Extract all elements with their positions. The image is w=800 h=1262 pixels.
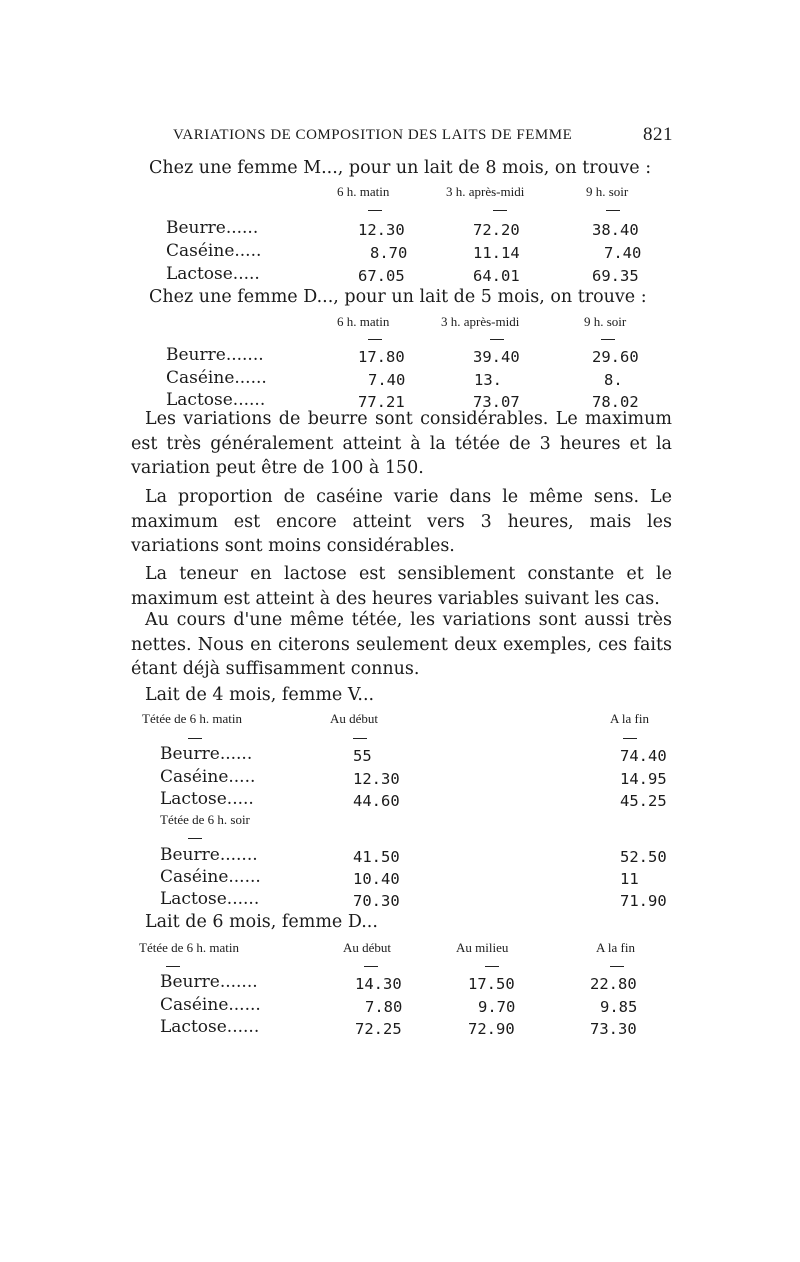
table3-cell: 52.50 (620, 848, 667, 866)
table2-cell: 39.40 (473, 348, 520, 366)
table4-dash (364, 966, 378, 967)
table2-col-3: 9 h. soir (584, 314, 627, 329)
table3-row-label: Caséine...... (160, 867, 261, 887)
table2-row-label: Caséine...... (166, 368, 267, 388)
table4-cell: 7.80 (365, 998, 403, 1016)
table3-row-label: Beurre...... (160, 744, 253, 764)
table3-cell: 74.40 (620, 747, 667, 765)
table3-cell: 71.90 (620, 892, 667, 910)
running-header (173, 124, 673, 150)
table1-cell: 8.70 (370, 244, 408, 262)
table3-dash (188, 838, 202, 839)
table3-row-label: Beurre....... (160, 845, 258, 865)
table1-dash (368, 210, 382, 211)
table1-col-2: 3 h. après-midi (446, 184, 525, 199)
table3-col-1: Au début (330, 711, 379, 726)
table4-row-label: Caséine...... (160, 995, 261, 1015)
table3-cell: 11 (620, 870, 639, 888)
table2-intro: Chez une femme D..., pour un lait de 5 mois, on trouve : (149, 287, 647, 307)
table4-cell: 22.80 (590, 975, 637, 993)
table2-cell: 73.07 (473, 393, 520, 411)
table3-cell: 41.50 (353, 848, 400, 866)
table4-col-1: Au début (343, 940, 392, 955)
table3-cell: 70.30 (353, 892, 400, 910)
table2-col-2: 3 h. après-midi (441, 314, 520, 329)
paragraph-casein: La proportion de caséine varie dans le même sens. Le maximum est encore atteint vers 3 heures, mais les variations sont moins considérables. (131, 487, 672, 556)
table2-cell: 13. (474, 371, 502, 389)
table2-cell: 17.80 (358, 348, 405, 366)
table4-cell: 9.70 (478, 998, 516, 1016)
table1-cell: 72.20 (473, 221, 520, 239)
table3-col-2: A la fin (610, 711, 649, 726)
table1-cell: 69.35 (592, 267, 639, 285)
table2-dash (601, 339, 615, 340)
paragraph-lactose: La teneur en lactose est sensiblement constante et le maximum est atteint à des heures variables suivant les cas. (131, 564, 672, 609)
table4-cell: 14.30 (355, 975, 402, 993)
table1-intro: Chez une femme M..., pour un lait de 8 mois, on trouve : (149, 158, 652, 178)
table4-cell: 73.30 (590, 1020, 637, 1038)
table1-row-label: Caséine..... (166, 241, 262, 261)
table3-section2-label: Tétée de 6 h. soir (160, 812, 250, 827)
table2-cell: 77.21 (358, 393, 405, 411)
paragraph-tetee: Au cours d'une même tétée, les variations sont aussi très nettes. Nous en citerons seulement deux exemples, ces faits étant déjà suffisamment connus. (131, 610, 672, 679)
running-title: VARIATIONS DE COMPOSITION DES LAITS DE FEMME (173, 127, 573, 143)
table2-cell: 7.40 (368, 371, 406, 389)
table2-row-label: Lactose...... (166, 390, 266, 410)
table2-cell: 8. (604, 371, 623, 389)
table1-cell: 11.14 (473, 244, 520, 262)
table3-cell: 10.40 (353, 870, 400, 888)
table4-dash (485, 966, 499, 967)
table1-cell: 67.05 (358, 267, 405, 285)
table3-row-label: Caséine..... (160, 767, 256, 787)
table2-cell: 29.60 (592, 348, 639, 366)
table1-col-1: 6 h. matin (337, 184, 390, 199)
table4-cell: 72.25 (355, 1020, 402, 1038)
table3-cell: 12.30 (353, 770, 400, 788)
table4-col-label: Tétée de 6 h. matin (139, 940, 239, 955)
table1-cell: 38.40 (592, 221, 639, 239)
table1-row-label: Lactose..... (166, 264, 260, 284)
table3-dash (623, 738, 637, 739)
table1-cell: 64.01 (473, 267, 520, 285)
table4-dash (610, 966, 624, 967)
table3-dash (353, 738, 367, 739)
table2-row-label: Beurre....... (166, 345, 264, 365)
table4-cell: 9.85 (600, 998, 638, 1016)
table1-cell: 7.40 (604, 244, 642, 262)
table3-row-label: Lactose..... (160, 789, 254, 809)
table2-dash (368, 339, 382, 340)
table1-col-3: 9 h. soir (586, 184, 629, 199)
table2-dash (490, 339, 504, 340)
table1-dash (493, 210, 507, 211)
table3-row-label: Lactose...... (160, 889, 260, 909)
table1-row-label: Beurre...... (166, 218, 259, 238)
table1-dash (606, 210, 620, 211)
table4-col-2: Au milieu (456, 940, 509, 955)
table1-cell: 12.30 (358, 221, 405, 239)
paragraph-butter: Les variations de beurre sont considérables. Le maximum est très généralement atteint à la tétée de 3 heures et la variation peut être de 100 à 150. (131, 409, 672, 478)
table4-cell: 72.90 (468, 1020, 515, 1038)
table4-cell: 17.50 (468, 975, 515, 993)
table3-intro: Lait de 4 mois, femme V... (145, 685, 375, 705)
table3-dash (188, 738, 202, 739)
page-number: 821 (643, 124, 673, 145)
table3-cell: 45.25 (620, 792, 667, 810)
table3-cell: 55 (353, 747, 372, 765)
table3-section1-label: Tétée de 6 h. matin (142, 711, 242, 726)
table4-intro: Lait de 6 mois, femme D... (145, 912, 378, 932)
table4-dash (166, 966, 180, 967)
table3-cell: 44.60 (353, 792, 400, 810)
table2-cell: 78.02 (592, 393, 639, 411)
table3-cell: 14.95 (620, 770, 667, 788)
table4-col-3: A la fin (596, 940, 635, 955)
table2-col-1: 6 h. matin (337, 314, 390, 329)
table4-row-label: Lactose...... (160, 1017, 260, 1037)
table4-row-label: Beurre....... (160, 972, 258, 992)
